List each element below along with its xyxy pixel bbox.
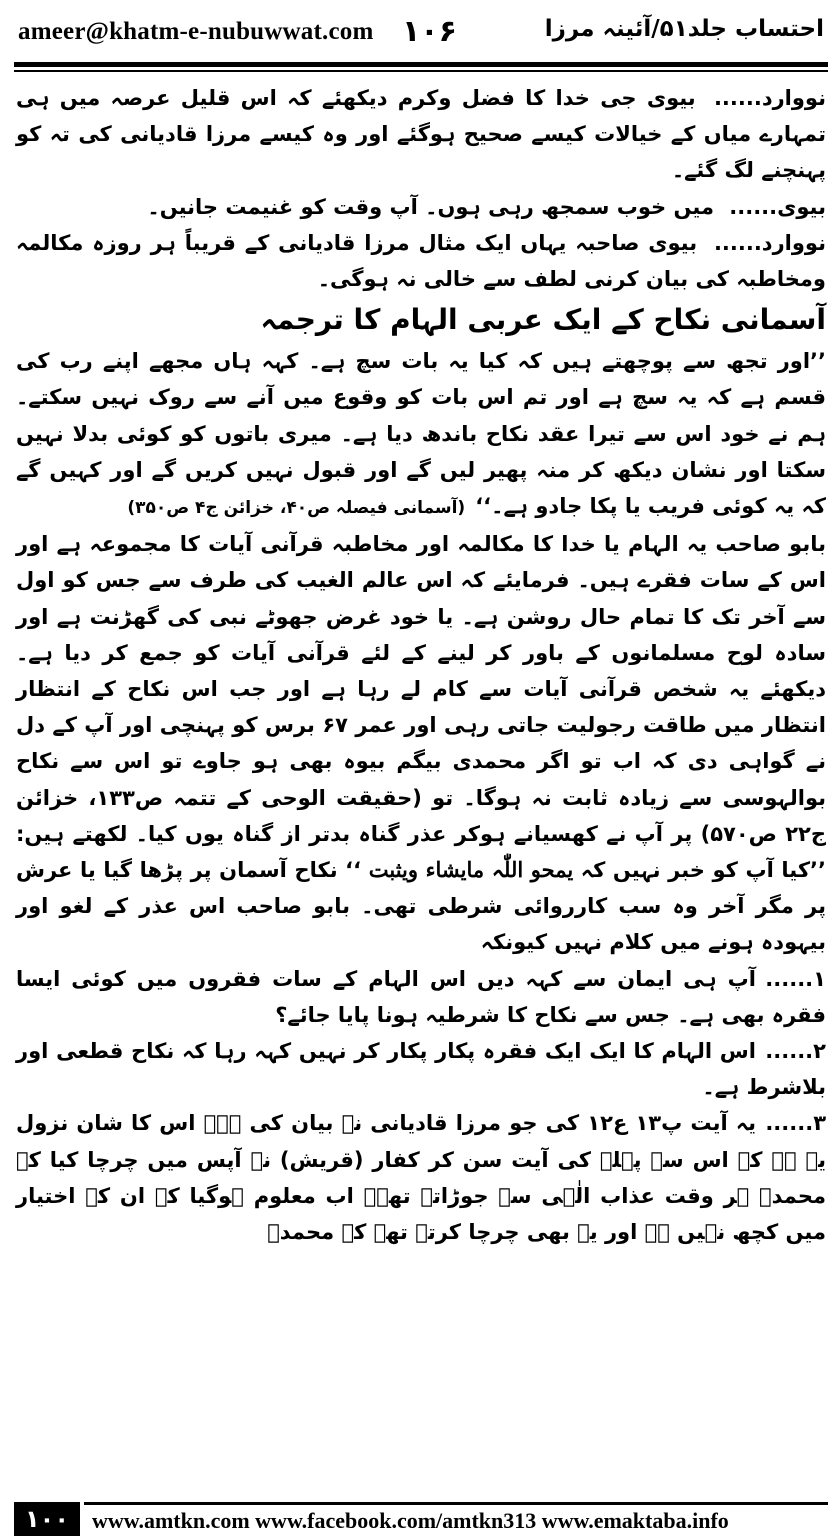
item-text: اس الہام کا ایک ایک فقرہ پکار پکار کر نہیں کہہ رہا کہ نکاح قطعی اور بلاشرط ہے۔	[16, 1039, 826, 1100]
item-text: آپ ہی ایمان سے کہہ دیں اس الہام کے سات فقروں میں کوئی ایسا فقرہ بھی ہے۔ جس سے نکاح کا شرطیہ ہونا پایا جائے؟	[16, 966, 826, 1027]
page-body	[16, 80, 826, 1250]
quote-reference: (آسمانی فیصلہ ص۴۰، خزائن ج۴ ص۳۵۰)	[127, 498, 466, 519]
header-page-number: ۱۰۶	[402, 14, 457, 49]
header-email: ameer@khatm-e-nubuwwat.com	[18, 18, 374, 45]
speaker-label: نووارد......	[703, 86, 826, 110]
item-number: ۱......	[765, 966, 826, 991]
footer-page-number: ۱۰۰	[14, 1502, 80, 1536]
speaker-label: نووارد......	[705, 230, 826, 255]
list-item-1	[16, 961, 826, 1033]
dialogue-text: بیوی صاحبہ یہاں ایک مثال مرزا قادیانی کے قریباً ہر روزہ مکالمہ ومخاطبہ کی بیان کرنی لطف سے خالی نہ ہوگی۔	[16, 230, 826, 292]
quote-text: ’’اور تجھ سے پوچھتے ہیں کہ کیا یہ بات سچ ہے۔ کہہ ہاں مجھے اپنے رب کی قسم ہے کہ یہ سچ ہے اور تم اس بات کو وقوع میں آنے سے روک نہیں سکتے۔ ہم نے خود اس سے تیرا عقد نکاح باندھ دیا ہے۔ میری باتوں کو کوئی بدلا نہیں سکتا اور نشان دیکھ کر منہ پھیر لیں گے اور قبول نہیں کریں گے اور کہیں گے کہ یہ کوئی فریب یا پکا جادو ہے۔‘‘	[16, 349, 826, 519]
arabic-verse: یمحو اللّٰہ مایشاء ویثبت	[368, 857, 574, 883]
page-header	[0, 0, 840, 64]
dialogue-text: بیوی جی خدا کا فضل وکرم دیکھئے کہ اس قلیل عرصہ میں ہی تمہارے میاں کے خیالات کیسے صحیح ہوگئے اور وہ کیسے مرزا قادیانی کی تہ کو پہنچنے لگ گئے۔	[16, 86, 826, 183]
item-text: یہ آیت پ۱۳ ع۱۲ کی جو مرزا قادیانی نے بیان کی ہے۔ اس کا شان نزول یہ ہے کہ اس سے پہلے کی آیت سن کر کفار (قریش) نے آپس میں چرچا کیا کہ محمدؐ ہر وقت عذاب الٰہی سے جوڑاتے تھے۔ اب معلوم ہوگیا کہ ان کے اختیار میں کچھ نہیں ہے اور یہ بھی چرچا کرتے تھے کہ محمدؐ	[16, 1111, 826, 1245]
footer-links: www.amtkn.com www.facebook.com/amtkn313 www.emaktaba.info	[92, 1508, 729, 1533]
list-item-2	[16, 1033, 826, 1105]
item-number: ۳......	[765, 1111, 827, 1136]
speaker-label: بیوی......	[721, 194, 826, 219]
footer-rule	[84, 1502, 828, 1505]
paragraph-discussion	[16, 526, 826, 960]
quote-block	[16, 343, 826, 526]
header-book-title: احتساب جلد۵۱/آئینہ مرزا	[544, 16, 824, 42]
dialogue-text: میں خوب سمجھ رہی ہوں۔ آپ وقت کو غنیمت جانیں۔	[147, 194, 714, 219]
header-rule-thick	[14, 62, 828, 67]
dialogue-newcomer-1	[16, 80, 826, 189]
page-footer	[0, 1500, 840, 1540]
dialogue-newcomer-2	[16, 225, 826, 297]
header-rule-thin	[14, 70, 828, 72]
list-item-3	[16, 1105, 826, 1250]
section-heading: آسمانی نکاح کے ایک عربی الہام کا ترجمہ	[260, 303, 826, 337]
paragraph-text-b: ‘‘ نکاح آسمان پر پڑھا گیا یا عرش پر مگر آخر وہ سب کارروائی شرطی تھی۔ بابو صاحب اس عذر کے لغو اور بیہودہ ہونے میں کلام نہیں کیونکہ	[16, 858, 826, 955]
item-number: ۲......	[765, 1039, 826, 1064]
dialogue-wife	[16, 189, 826, 225]
paragraph-text-a: بابو صاحب یہ الہام یا خدا کا مکالمہ اور مخاطبہ قرآنی آیات کا مجموعہ ہے اور اس کے سات فقرے ہیں۔ فرمایئے کہ اس عالم الغیب کی طرف سے جس کو اول سے آخر تک کا تمام حال روشن ہے۔ یا خود غرض جھوٹے نبی کی گھڑنت ہے اور سادہ لوح مسلمانوں کے باور کر لینے کے لئے قرآنی آیات کو جمع کر دیا ہے۔ دیکھئے یہ شخص قرآنی آیات سے کام لے رہا ہے اور جب اس نکاح کے انتظار انتظار میں طاقت رجولیت جاتی رہی اور عمر ۶۷ برس کو پہنچی اور آپ کے دل نے گواہی دی کہ اب تو اگر محمدی بیگم بیوہ بھی ہو جاوے تو اس سے نکاح بوالہوسی سے زیادہ ثابت نہ ہوگا۔ تو (حقیقت الوحی کے تتمہ ص۱۳۳، خزائن ج۲۲ ص۵۷۰) پر آپ نے کھسیانے ہوکر عذر گناہ بدتر از گناہ یوں کیا۔ لکھتے ہیں: ’’کیا آپ کو خبر نہیں کہ	[16, 532, 827, 883]
